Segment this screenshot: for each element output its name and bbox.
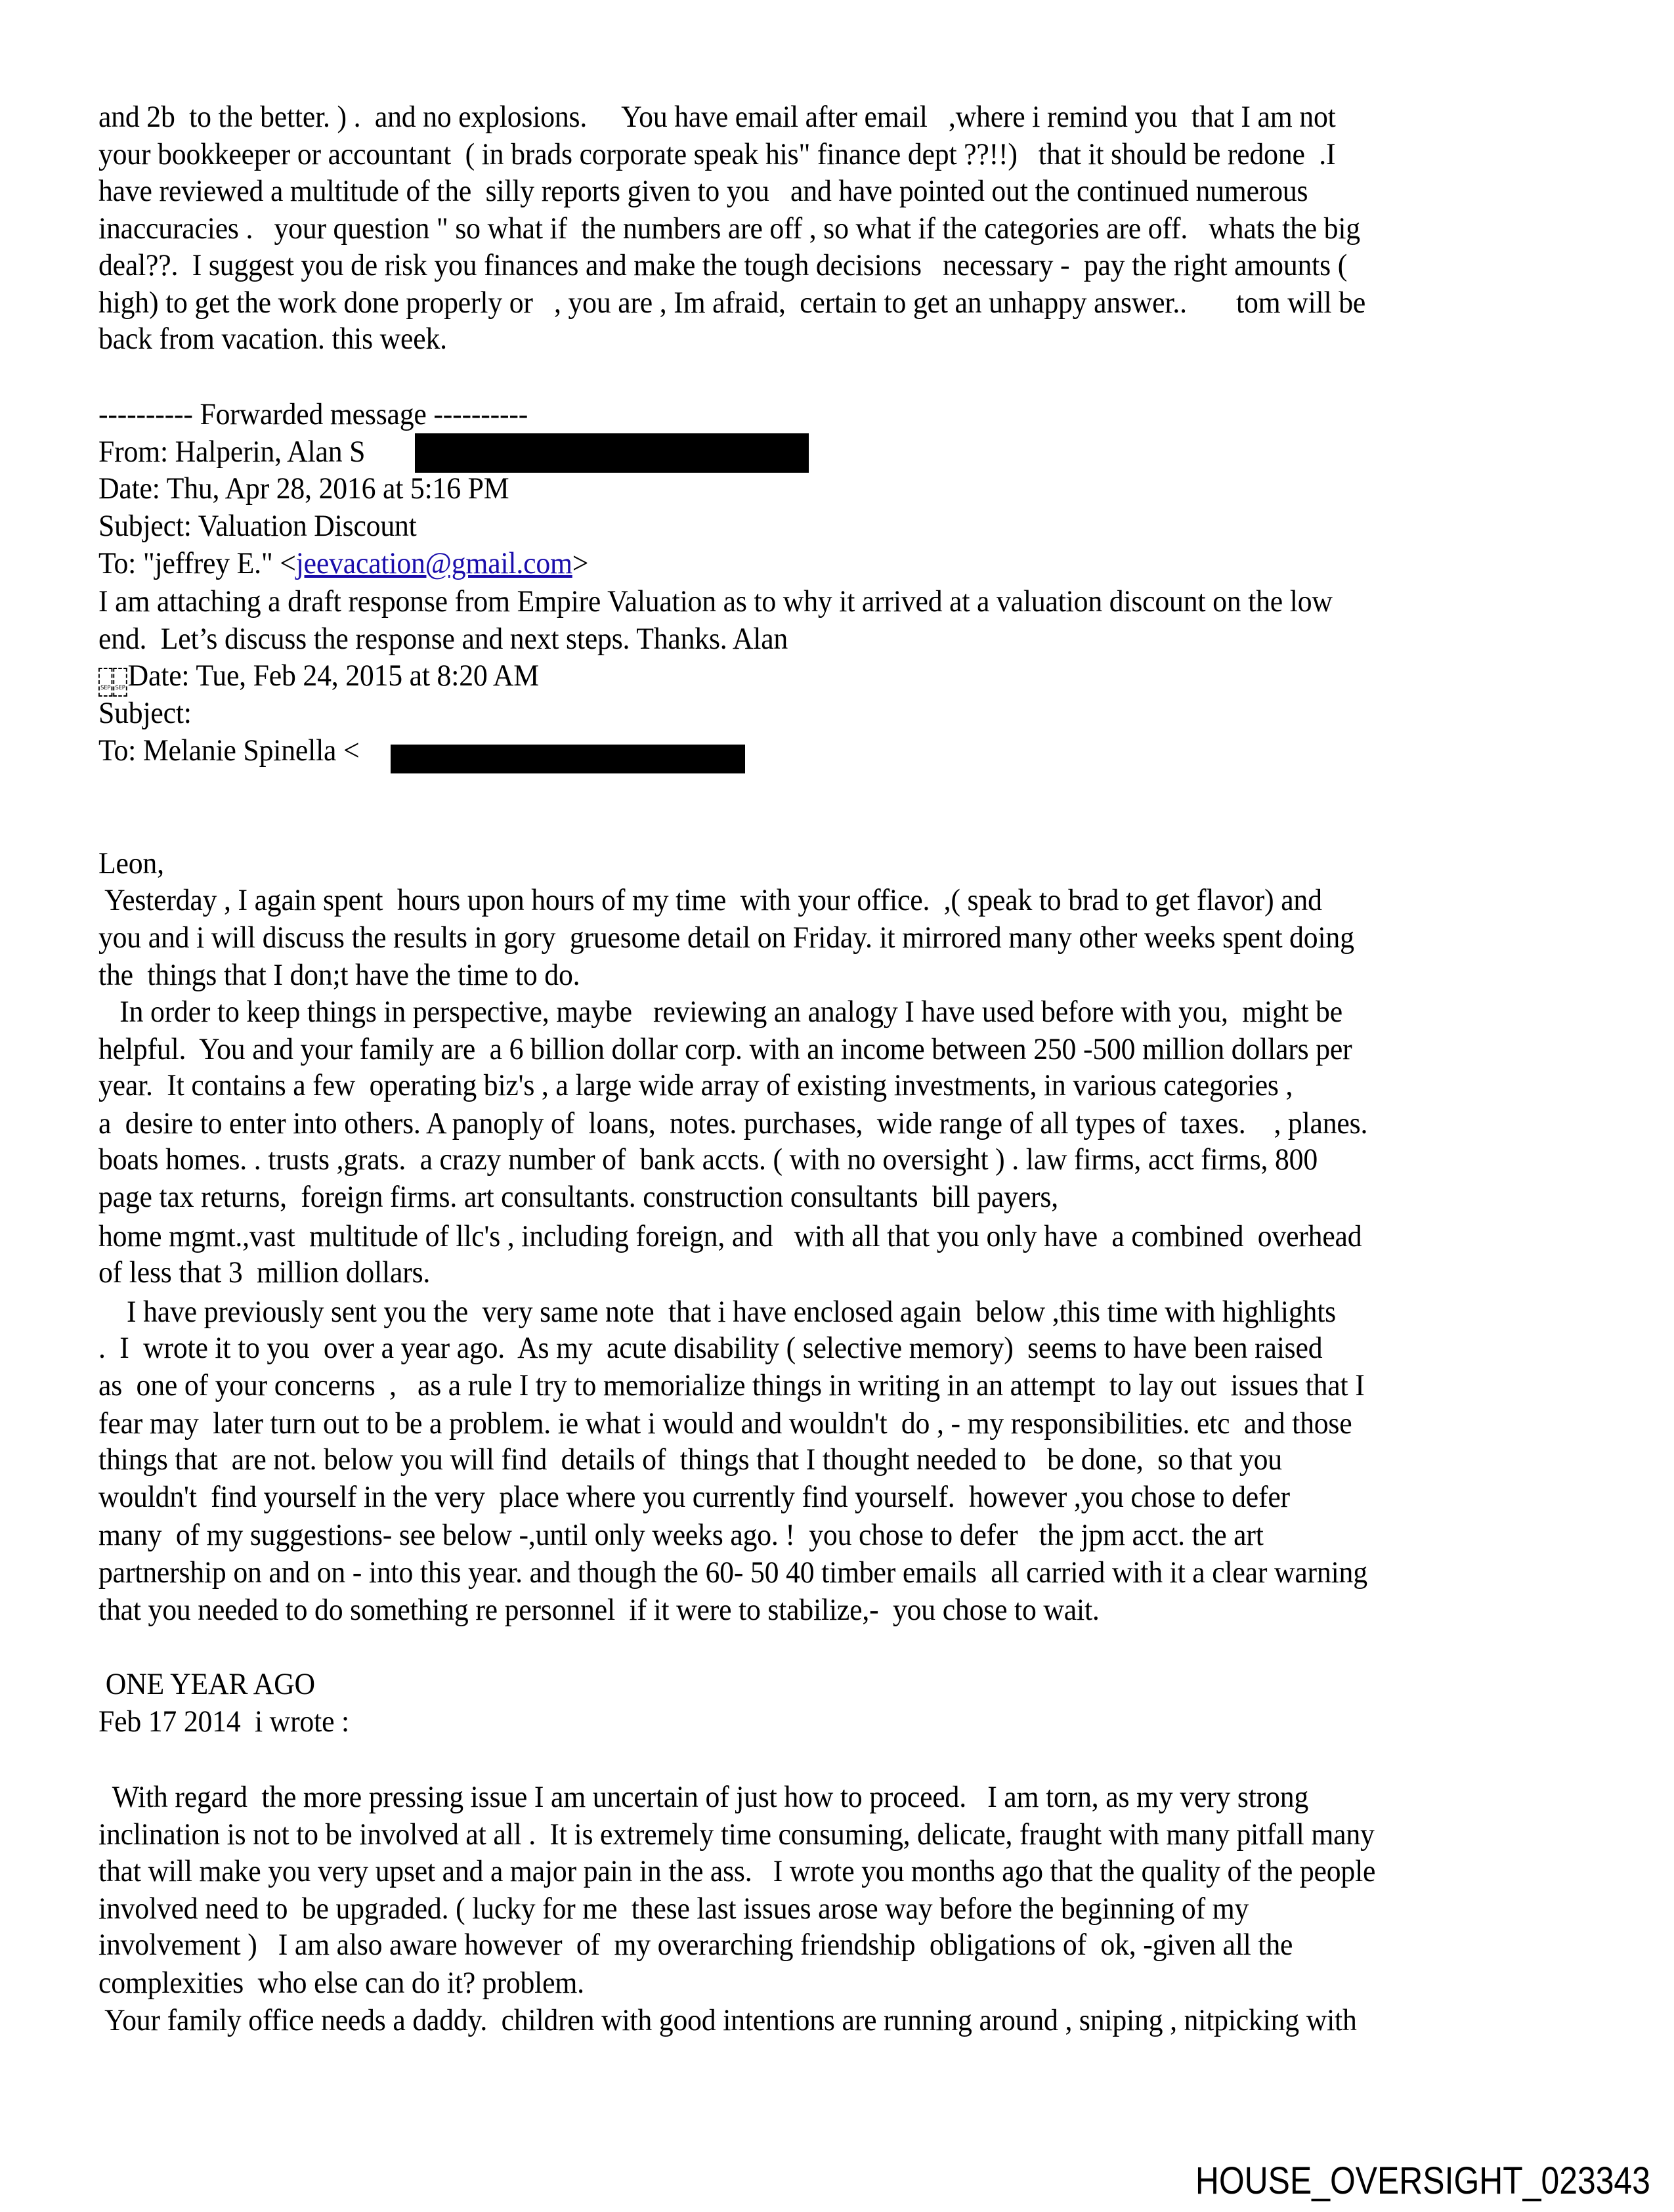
text-line: high) to get the work done properly or , you are , Im afraid, certain to get an unhappy answer.. tom will be: [98, 286, 1366, 320]
forwarded-separator: ---------- Forwarded message ----------: [98, 397, 528, 431]
quoted-subject-line: Subject:: [98, 696, 192, 730]
forward-body-line: end. Let’s discuss the response and next steps. Thanks. Alan: [98, 622, 788, 656]
text-line: fear may later turn out to be a problem. ie what i would and wouldn't do , - my responsibilities. etc and those: [98, 1406, 1352, 1441]
text-line: a desire to enter into others. A panoply of loans, notes. purchases, wide range of all types of taxes. , planes.: [98, 1106, 1368, 1140]
text-line: Your family office needs a daddy. children with good intentions are running around , sniping , nitpicking with: [98, 2003, 1357, 2037]
text-line: . I wrote it to you over a year ago. As my acute disability ( selective memory) seems to have been raised: [98, 1331, 1323, 1365]
text-line: involvement ) I am also aware however of my overarching friendship obligations of ok, -given all the: [98, 1928, 1293, 1962]
quoted-to-line: [98, 732, 359, 769]
to-line: [98, 545, 588, 582]
text-line: back from vacation. this week.: [98, 322, 447, 356]
text-line: you and i will discuss the results in gory gruesome detail on Friday. it mirrored many other weeks spent doing: [98, 921, 1354, 955]
text-line: Yesterday , I again spent hours upon hours of my time with your office. ,( speak to brad to get flavor) and: [98, 883, 1322, 917]
forward-body-line: I am attaching a draft response from Empire Valuation as to why it arrived at a valuation discount on the low: [98, 584, 1333, 618]
text-line: In order to keep things in perspective, maybe reviewing an analogy I have used before with you, might be: [98, 995, 1342, 1029]
text-line: have reviewed a multitude of the silly reports given to you and have pointed out the continued numerous: [98, 174, 1308, 208]
redaction-box: [415, 433, 809, 473]
sep-control-char-icon: SEP: [113, 668, 127, 697]
sep-control-char-icon: SEP: [98, 668, 112, 697]
text-line: inclination is not to be involved at all . It is extremely time consuming, delicate, fraught with many pitfall many: [98, 1817, 1375, 1852]
text-line: With regard the more pressing issue I am uncertain of just how to proceed. I am torn, as my very strong: [98, 1780, 1309, 1814]
text-line: the things that I don;t have the time to do.: [98, 958, 580, 992]
text-line: that you needed to do something re personnel if it were to stabilize,- you chose to wait.: [98, 1593, 1100, 1627]
bates-number: HOUSE_OVERSIGHT_023343: [1195, 2159, 1650, 2202]
text-line: partnership on and on - into this year. and though the 60- 50 40 timber emails all carried with it a clear warning: [98, 1555, 1367, 1590]
text-line: I have previously sent you the very same note that i have enclosed again below ,this time with highlights: [98, 1295, 1336, 1329]
section-date-line: Feb 17 2014 i wrote :: [98, 1704, 349, 1739]
text-line: your bookkeeper or accountant ( in brads corporate speak his" finance dept ??!!) that it should be redone .I: [98, 137, 1336, 171]
to-suffix: >: [572, 546, 589, 580]
text-line: involved need to be upgraded. ( lucky for me these last issues arose way before the beginning of my: [98, 1892, 1249, 1926]
text-line: wouldn't find yourself in the very place where you currently find yourself. however ,you chose to defer: [98, 1480, 1290, 1514]
quoted-date-line: [98, 657, 539, 694]
subject-line: Subject: Valuation Discount: [98, 509, 417, 543]
to-prefix: To: "jeffrey E." <: [98, 546, 296, 580]
text-line: many of my suggestions- see below -,until only weeks ago. ! you chose to defer the jpm acct. the art: [98, 1518, 1264, 1552]
salutation: Leon,: [98, 846, 164, 880]
section-heading: ONE YEAR AGO: [98, 1667, 315, 1701]
text-line: boats homes. . trusts ,grats. a crazy number of bank accts. ( with no oversight ) . law firms, acct firms, 800: [98, 1142, 1318, 1177]
text-line: page tax returns, foreign firms. art consultants. construction consultants bill payers,: [98, 1180, 1058, 1214]
email-link[interactable]: jeevacation@gmail.com: [295, 546, 572, 580]
date-line: Date: Thu, Apr 28, 2016 at 5:16 PM: [98, 471, 509, 506]
text-line: that will make you very upset and a major pain in the ass. I wrote you months ago that the quality of the people: [98, 1854, 1376, 1888]
text-line: and 2b to the better. ) . and no explosions. You have email after email ,where i remind you that I am not: [98, 100, 1336, 134]
text-line: home mgmt.,vast multitude of llc's , including foreign, and with all that you only have a combined overhead: [98, 1219, 1362, 1253]
text-line: as one of your concerns , as a rule I try to memorialize things in writing in an attempt to lay out issues that I: [98, 1368, 1365, 1402]
text-line: complexities who else can do it? problem.: [98, 1966, 584, 2000]
from-label: From: Halperin, Alan S: [98, 435, 373, 469]
text-line: year. It contains a few operating biz's , a large wide array of existing investments, in various categories ,: [98, 1068, 1293, 1102]
text-line: helpful. You and your family are a 6 billion dollar corp. with an income between 250 -500 million dollars per: [98, 1032, 1352, 1066]
quoted-date: Date: Tue, Feb 24, 2015 at 8:20 AM: [127, 659, 539, 693]
text-line: deal??. I suggest you de risk you finances and make the tough decisions necessary - pay the right amounts (: [98, 248, 1348, 282]
text-line: things that are not. below you will find details of things that I thought needed to be done, so that you: [98, 1442, 1282, 1477]
from-line: [98, 433, 372, 470]
quoted-to-prefix: To: Melanie Spinella <: [98, 733, 360, 768]
text-line: of less that 3 million dollars.: [98, 1255, 431, 1290]
redaction-box: [391, 745, 745, 773]
text-line: inaccuracies . your question " so what if the numbers are off , so what if the categories are off. whats the big: [98, 211, 1360, 246]
